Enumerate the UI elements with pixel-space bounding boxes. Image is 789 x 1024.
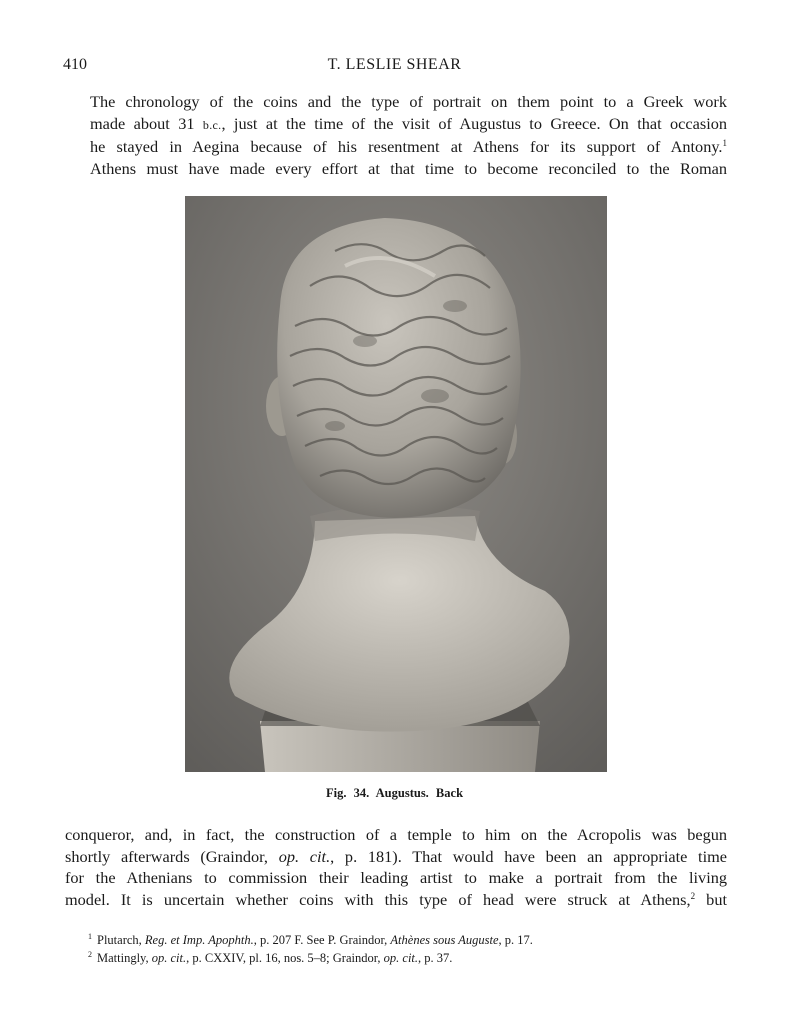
footnotes [88, 931, 738, 967]
para1-line-2: made about 31 b.c., just at the time of the visit of Augustus to Greece. On that occasion [90, 113, 728, 133]
figure-caption: Fig. 34. Augustus. Back [325, 786, 464, 800]
small-caps-bc: b.c. [202, 117, 222, 132]
running-title: T. LESLIE SHEAR [327, 56, 462, 73]
footnote-ref-2[interactable]: 2 [690, 890, 696, 901]
para1-line-3: he stayed in Aegina because of his resentment at Athens for its support of Antony.$^1$ [90, 137, 727, 156]
footnote-2: $^2$ Mattingly, op. cit., p. CXXIV, pl. 16, nos. 5–8; Graindor, op. cit., p. 37. [88, 950, 453, 965]
para1-line-4: Athens must have made every effort at that time to become reconciled to the Roman [90, 158, 727, 178]
figure-photo-augustus-bust-back [185, 196, 607, 772]
footnote-1: $^1$ Plutarch, Reg. et Imp. Apophth., p. 207 F. See P. Graindor, Athènes sous Auguste, p. 17. [88, 932, 533, 947]
paragraph-1 [65, 91, 727, 179]
para2-line-4: model. It is uncertain whether coins with this type of head were struck at Athens,$^2$ but [65, 889, 727, 909]
para1-line-1: The chronology of the coins and the type of portrait on them point to a Greek work [90, 92, 727, 111]
para2-line-3: for the Athenians to commission their leading artist to make a portrait from the living [65, 868, 727, 887]
paragraph-2 [65, 824, 727, 910]
para2-line-2: shortly afterwards (Graindor, op. cit., p. 181). That would have been an appropriate time [65, 846, 727, 866]
page-number: 410 [63, 56, 87, 73]
footnote-ref-1[interactable]: 1 [722, 138, 727, 148]
para2-line-1: conqueror, and, in fact, the construction of a temple to him on the Acropolis was begun [65, 825, 727, 844]
